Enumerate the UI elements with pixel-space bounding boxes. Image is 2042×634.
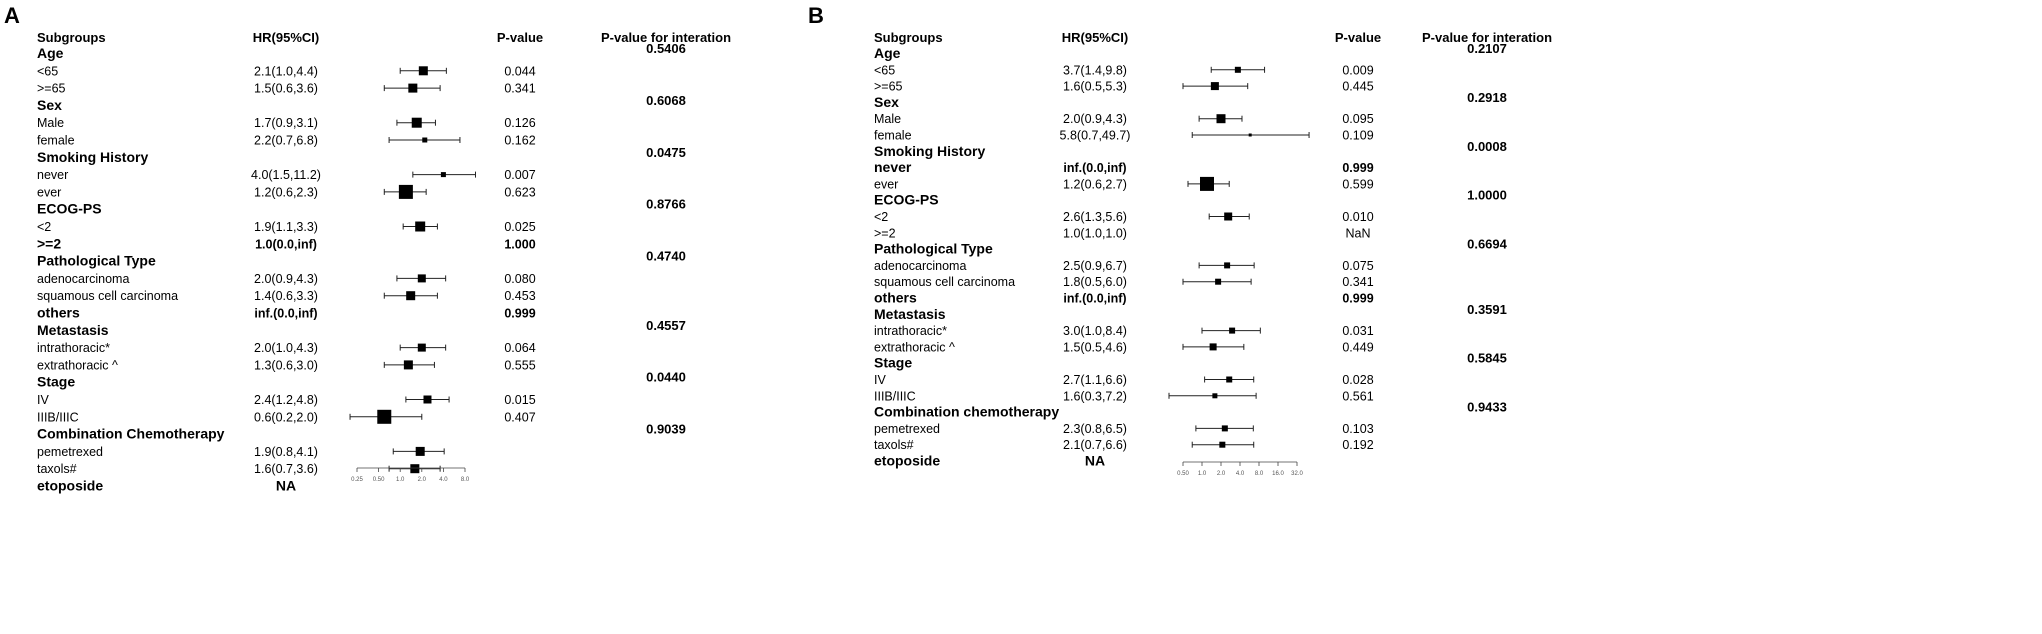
subgroup-label: >=65 <box>874 79 903 94</box>
subgroup-label: adenocarcinoma <box>37 271 130 286</box>
p-interaction-value: 0.5406 <box>646 41 686 56</box>
panel-b <box>808 3 1552 477</box>
p-interaction-value: 0.9433 <box>1467 399 1507 415</box>
hr-point-marker <box>404 360 413 369</box>
category-label: ECOG-PS <box>874 191 939 208</box>
subgroup-row <box>874 210 1374 224</box>
subgroup-label: pemetrexed <box>37 444 104 459</box>
x-axis-tick-label: 8.0 <box>1254 471 1264 477</box>
subgroup-label: female <box>874 128 912 143</box>
subgroup-row <box>874 453 1105 469</box>
subgroup-row <box>37 64 536 78</box>
category-row <box>37 422 686 442</box>
subgroup-label: others <box>37 304 80 321</box>
subgroup-row <box>874 422 1374 436</box>
subgroup-row <box>37 82 536 96</box>
hr-point-marker <box>410 464 419 473</box>
category-label: Smoking History <box>874 142 986 159</box>
hr-point-marker <box>1210 343 1217 350</box>
hr-ci-text: inf.(0.0,inf) <box>1063 161 1127 176</box>
p-value: 0.031 <box>1342 324 1374 339</box>
p-value: 0.453 <box>504 289 536 304</box>
hr-ci-text: 1.9(0.8,4.1) <box>254 444 318 459</box>
subgroup-label: IIIB/IIIC <box>37 410 79 425</box>
hr-point-marker <box>1215 279 1221 285</box>
x-axis-tick-label: 8.0 <box>460 477 470 483</box>
p-interaction-value: 0.3591 <box>1467 301 1507 317</box>
p-value: 0.028 <box>1342 373 1374 387</box>
hr-point-marker <box>1217 114 1226 123</box>
hr-ci-text: 1.0(0.0,inf) <box>255 237 317 252</box>
hr-ci-text: 2.0(0.9,4.3) <box>1063 112 1127 127</box>
subgroup-label: taxols# <box>874 438 914 453</box>
subgroup-row <box>37 462 440 476</box>
panel-a <box>4 3 731 494</box>
hr-point-marker <box>418 344 426 352</box>
category-row <box>37 93 686 113</box>
subgroup-label: intrathoracic* <box>874 324 947 339</box>
hr-point-marker <box>377 410 391 424</box>
category-label: Pathological Type <box>37 252 156 269</box>
x-axis-tick-label: 4.0 <box>1235 471 1245 477</box>
hr-ci-text: 2.0(0.9,4.3) <box>254 271 318 286</box>
subgroup-row <box>874 226 1371 240</box>
subgroup-row <box>37 478 296 494</box>
subgroup-row <box>874 129 1374 143</box>
subgroup-row <box>874 159 1374 175</box>
subgroup-label: ever <box>37 185 62 200</box>
hr-ci-text: 1.2(0.6,2.7) <box>1063 177 1127 192</box>
category-row <box>874 90 1507 110</box>
p-interaction-value: 0.5845 <box>1467 350 1507 366</box>
subgroup-label: squamous cell carcinoma <box>37 289 179 304</box>
subgroup-label: never <box>874 159 912 176</box>
category-label: Pathological Type <box>874 240 993 257</box>
subgroup-label: etoposide <box>874 452 941 469</box>
hr-point-marker <box>1200 177 1214 191</box>
category-label: Sex <box>37 96 62 113</box>
hr-point-marker <box>1224 213 1232 221</box>
subgroup-label: others <box>874 289 917 306</box>
subgroup-label: extrathoracic ^ <box>874 340 955 355</box>
hr-ci-text: 1.6(0.3,7.2) <box>1063 389 1127 404</box>
hr-ci-text: 1.5(0.6,3.6) <box>254 81 318 96</box>
subgroup-label: never <box>37 168 69 183</box>
subgroup-label: adenocarcinoma <box>874 258 967 273</box>
hr-ci-text: 2.4(1.2,4.8) <box>254 393 318 407</box>
header-p-interaction: P-value for interation <box>600 30 732 45</box>
category-row <box>37 249 686 269</box>
subgroup-label: IIIB/IIIC <box>874 389 916 404</box>
hr-point-marker <box>1229 328 1235 334</box>
subgroup-label: <2 <box>37 220 52 234</box>
p-value: 0.599 <box>1342 177 1374 192</box>
category-label: Metastasis <box>37 321 109 338</box>
hr-ci-text: 1.7(0.9,3.1) <box>254 116 318 131</box>
p-value: 0.075 <box>1342 258 1374 273</box>
subgroup-row <box>37 305 536 321</box>
p-value: 0.623 <box>504 185 536 200</box>
subgroup-row <box>37 116 536 130</box>
header-subgroups: Subgroups <box>37 30 106 45</box>
category-row <box>37 318 686 338</box>
category-row <box>874 351 1507 371</box>
hr-point-marker <box>418 274 426 282</box>
subgroup-row <box>37 410 536 425</box>
hr-point-marker <box>423 396 431 404</box>
p-interaction-value: 0.0475 <box>646 144 686 160</box>
hr-ci-text: 1.5(0.5,4.6) <box>1063 340 1127 355</box>
p-value: 0.192 <box>1342 438 1374 453</box>
p-value: 1.000 <box>504 237 536 252</box>
hr-point-marker <box>406 291 415 300</box>
hr-ci-text: 2.1(1.0,4.4) <box>254 64 318 79</box>
category-label: Metastasis <box>874 305 946 322</box>
p-value: 0.010 <box>1342 210 1374 224</box>
x-axis-tick-label: 1.0 <box>1197 471 1207 477</box>
x-axis-tick-label: 4.0 <box>439 477 448 483</box>
hr-ci-text: 1.0(1.0,1.0) <box>1063 226 1127 241</box>
p-value: 0.009 <box>1342 63 1374 78</box>
subgroup-label: etoposide <box>37 477 104 494</box>
p-value: 0.341 <box>504 81 536 96</box>
p-interaction-value: 0.9039 <box>646 421 686 437</box>
category-row <box>874 41 1507 61</box>
subgroup-row <box>37 134 536 148</box>
category-label: Smoking History <box>37 148 149 165</box>
subgroup-label: Male <box>37 116 65 131</box>
hr-ci-text: 2.0(1.0,4.3) <box>254 341 318 356</box>
subgroup-label: extrathoracic ^ <box>37 358 118 373</box>
p-interaction-value: 0.2107 <box>1467 41 1507 56</box>
hr-ci-text: 1.3(0.6,3.0) <box>254 358 318 373</box>
p-value: 0.999 <box>504 306 536 321</box>
p-value: 0.007 <box>504 168 536 183</box>
x-axis-tick-label: 2.0 <box>417 477 426 483</box>
p-interaction-value: 0.8766 <box>646 196 686 212</box>
subgroup-label: <65 <box>874 63 896 78</box>
hr-ci-text: 1.4(0.6,3.3) <box>254 289 318 304</box>
category-label: Stage <box>37 373 76 390</box>
hr-ci-text: 2.5(0.9,6.7) <box>1063 258 1127 273</box>
category-row <box>37 41 686 61</box>
subgroup-label: female <box>37 133 75 148</box>
hr-ci-text: 2.2(0.7,6.8) <box>254 133 318 148</box>
x-axis-tick-label: 2.0 <box>1216 471 1226 477</box>
p-value: 0.999 <box>1342 291 1374 306</box>
hr-point-marker <box>1249 134 1252 137</box>
hr-ci-text: 2.6(1.3,5.6) <box>1063 210 1127 224</box>
subgroup-label: Male <box>874 112 902 127</box>
p-interaction-value: 0.6068 <box>646 92 686 108</box>
category-label: Combination chemotherapy <box>874 403 1060 420</box>
subgroup-label: <65 <box>37 64 59 79</box>
subgroup-row <box>37 185 536 200</box>
hr-point-marker <box>416 447 425 456</box>
p-value: 0.561 <box>1342 389 1374 404</box>
subgroup-label: >=2 <box>874 226 896 241</box>
p-value: 0.449 <box>1342 340 1374 355</box>
subgroup-label: pemetrexed <box>874 421 941 436</box>
hr-point-marker <box>1226 377 1232 383</box>
header-subgroups: Subgroups <box>874 30 943 45</box>
p-interaction-value: 0.4557 <box>646 317 686 333</box>
hr-ci-text: NA <box>275 477 297 494</box>
hr-point-marker <box>408 84 417 93</box>
hr-point-marker <box>1211 82 1219 90</box>
p-value: 0.103 <box>1342 421 1374 436</box>
x-axis-tick-label: 32.0 <box>1291 471 1303 477</box>
p-interaction-value: 0.0440 <box>646 369 686 385</box>
hr-point-marker <box>1222 425 1228 431</box>
subgroup-label: >=2 <box>37 235 62 252</box>
p-value: 0.555 <box>504 358 536 373</box>
hr-point-marker <box>412 118 422 128</box>
p-value: 0.064 <box>504 341 536 356</box>
category-label: ECOG-PS <box>37 200 102 217</box>
hr-ci-text: 1.8(0.5,6.0) <box>1063 275 1127 290</box>
subgroup-label: >=65 <box>37 81 66 96</box>
category-row <box>874 139 1507 159</box>
hr-point-marker <box>419 66 428 75</box>
p-value: 0.095 <box>1342 112 1374 127</box>
p-value: 0.044 <box>504 64 536 79</box>
x-axis-tick-label: 0.25 <box>351 477 363 483</box>
hr-ci-text: 2.7(1.1,6.6) <box>1063 373 1127 387</box>
category-label: Age <box>874 45 901 61</box>
p-value: 0.999 <box>1342 161 1374 176</box>
subgroup-row <box>874 324 1374 338</box>
hr-point-marker <box>1219 442 1225 448</box>
x-axis-tick-label: 16.0 <box>1272 471 1284 477</box>
header-hr: HR(95%CI) <box>252 30 320 45</box>
subgroup-row <box>37 289 536 303</box>
category-row <box>874 237 1508 257</box>
category-row <box>37 145 686 165</box>
subgroup-row <box>874 259 1374 273</box>
hr-ci-text: inf.(0.0,inf) <box>254 306 318 321</box>
hr-point-marker <box>1224 262 1230 268</box>
subgroup-label: intrathoracic* <box>37 341 110 356</box>
p-interaction-value: 0.4740 <box>646 248 686 264</box>
p-interaction-value: 0.0008 <box>1467 138 1507 154</box>
x-axis-tick-label: 0.50 <box>1177 471 1189 477</box>
subgroup-label: ever <box>874 177 899 192</box>
hr-point-marker <box>1212 393 1217 398</box>
subgroup-row <box>874 80 1374 94</box>
hr-ci-text: NA <box>1084 452 1106 469</box>
header-hr: HR(95%CI) <box>1061 30 1129 45</box>
p-value: 0.080 <box>504 271 536 286</box>
p-value: NaN <box>1345 226 1371 241</box>
category-row <box>874 400 1507 420</box>
x-axis-tick-label: 0.50 <box>372 477 385 483</box>
subgroup-row <box>874 389 1374 403</box>
hr-ci-text: inf.(0.0,inf) <box>1063 291 1127 306</box>
subgroup-row <box>37 272 536 286</box>
p-value: 0.126 <box>504 116 536 131</box>
category-row <box>874 188 1507 208</box>
category-label: Combination Chemotherapy <box>37 425 225 442</box>
p-value: 0.015 <box>504 393 536 407</box>
subgroup-row <box>874 290 1374 306</box>
panel-label: B <box>808 3 824 28</box>
p-value: 0.407 <box>504 410 536 425</box>
x-axis-tick-label: 1.0 <box>396 477 405 483</box>
hr-point-marker <box>415 222 425 232</box>
x-axis <box>1177 462 1303 477</box>
p-value: 0.109 <box>1342 128 1374 143</box>
p-value: 0.162 <box>504 133 536 148</box>
hr-point-marker <box>441 172 446 177</box>
p-interaction-value: 1.0000 <box>1467 187 1507 203</box>
hr-point-marker <box>399 185 413 199</box>
subgroup-label: IV <box>874 373 886 387</box>
hr-ci-text: 1.6(0.7,3.6) <box>254 462 318 477</box>
p-value: 0.445 <box>1342 79 1374 94</box>
hr-ci-text: 3.7(1.4,9.8) <box>1063 63 1127 78</box>
category-row <box>37 197 686 217</box>
p-interaction-value: 0.2918 <box>1467 89 1507 105</box>
header-p-value: P-value <box>1334 30 1382 45</box>
subgroup-row <box>37 235 536 251</box>
subgroup-label: squamous cell carcinoma <box>874 275 1016 290</box>
p-value: 0.025 <box>504 220 536 234</box>
subgroup-row <box>874 275 1374 289</box>
hr-point-marker <box>1235 67 1241 73</box>
subgroup-row <box>874 438 1374 452</box>
category-row <box>874 302 1507 322</box>
panel-label: A <box>4 3 20 28</box>
hr-ci-text: 1.6(0.5,5.3) <box>1063 79 1127 94</box>
hr-ci-text: 3.0(1.0,8.4) <box>1063 324 1127 339</box>
header-p-value: P-value <box>496 30 544 45</box>
hr-point-marker <box>422 138 427 143</box>
hr-ci-text: 2.1(0.7,6.6) <box>1063 438 1127 453</box>
hr-ci-text: 2.3(0.8,6.5) <box>1063 421 1127 436</box>
subgroup-row <box>37 168 536 182</box>
subgroup-row <box>37 445 444 459</box>
p-value: 0.341 <box>1342 275 1374 290</box>
category-label: Sex <box>874 93 899 110</box>
subgroup-row <box>37 393 536 407</box>
hr-ci-text: 0.6(0.2,2.0) <box>254 410 318 425</box>
subgroup-row <box>37 358 536 372</box>
subgroup-row <box>874 112 1374 126</box>
hr-ci-text: 1.2(0.6,2.3) <box>254 185 318 200</box>
hr-ci-text: 1.9(1.1,3.3) <box>254 220 318 234</box>
subgroup-row <box>874 340 1374 354</box>
subgroup-row <box>37 341 536 355</box>
subgroup-label: taxols# <box>37 462 77 477</box>
subgroup-row <box>37 220 536 234</box>
p-interaction-value: 0.6694 <box>1467 236 1507 252</box>
hr-ci-text: 5.8(0.7,49.7) <box>1059 128 1131 143</box>
subgroup-row <box>874 177 1374 192</box>
subgroup-row <box>874 63 1374 77</box>
subgroup-label: <2 <box>874 210 889 224</box>
hr-ci-text: 4.0(1.5,11.2) <box>251 168 321 183</box>
subgroup-row <box>874 373 1374 387</box>
subgroup-label: IV <box>37 393 49 407</box>
category-row <box>37 370 686 390</box>
category-label: Stage <box>874 354 913 371</box>
category-label: Age <box>37 45 64 61</box>
header-p-interaction: P-value for interation <box>1421 30 1553 45</box>
